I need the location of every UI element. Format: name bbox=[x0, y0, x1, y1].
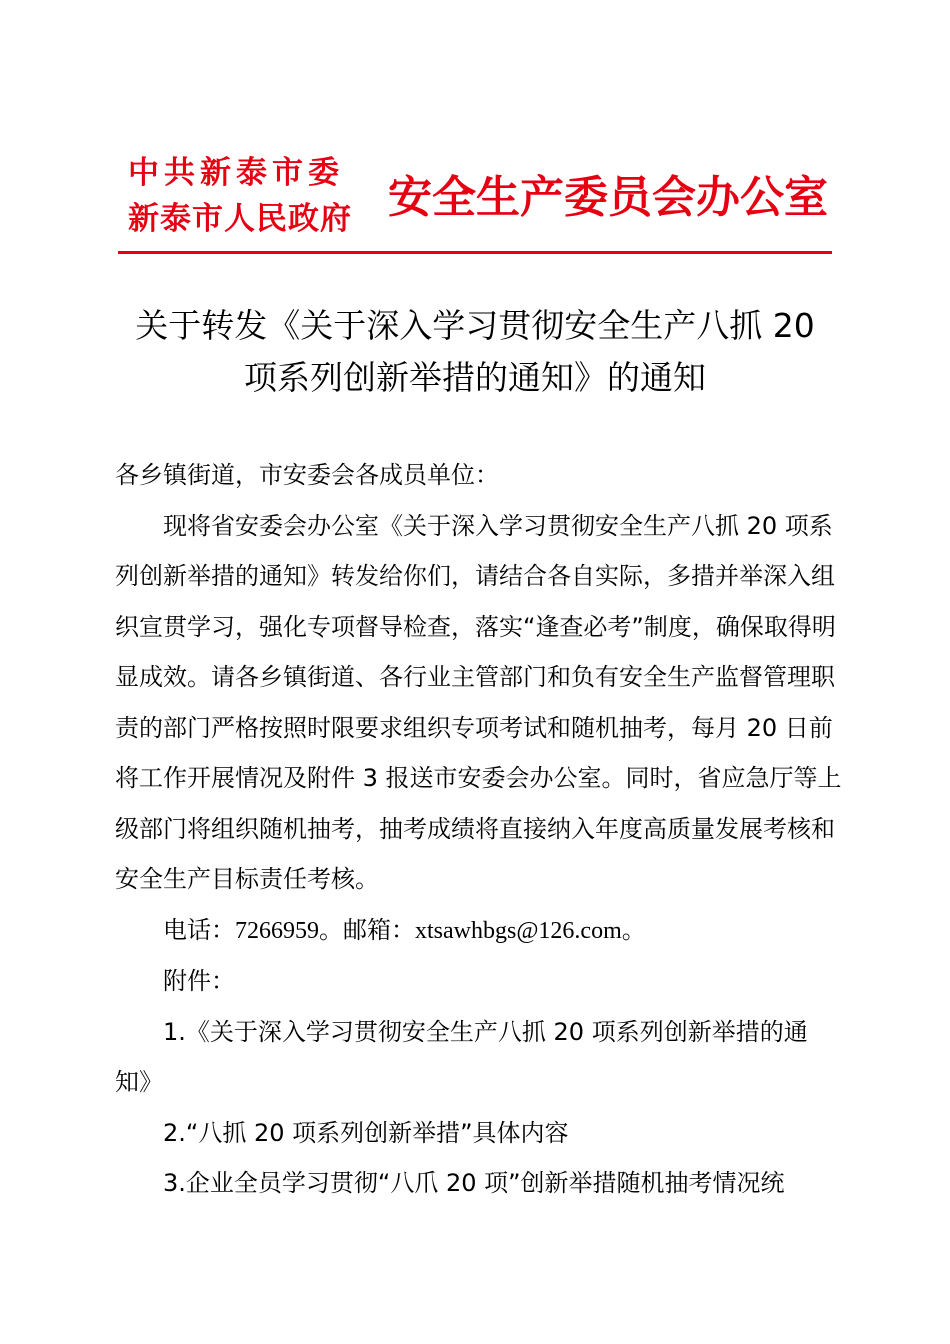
salutation: 各乡镇街道，市安委会各成员单位： bbox=[115, 461, 499, 489]
title-line-2: 项系列创新举措的通知》的通知 bbox=[244, 358, 706, 397]
document-title bbox=[110, 300, 840, 404]
issuing-office: 安全生产委员会办公室 bbox=[388, 172, 828, 223]
org-line-2: 新泰市人民政府 bbox=[128, 201, 352, 237]
email-label: 。邮箱： bbox=[319, 915, 415, 944]
attachment-item: 1.《关于深入学习贯彻安全生产八抓 20 项系列创新举措的通知》 bbox=[115, 1017, 808, 1096]
document-body bbox=[115, 450, 843, 1209]
email-address: xtsawhbgs@126.com bbox=[415, 917, 622, 944]
contact-line bbox=[115, 905, 843, 957]
header-red-rule bbox=[118, 251, 832, 254]
attachment-item: 3.企业全员学习贯彻“八爪 20 项”创新举措随机抽考情况统 bbox=[163, 1169, 785, 1197]
title-line-1: 关于转发《关于深入学习贯彻安全生产八抓 20 bbox=[135, 306, 815, 345]
phone-number: 7266959 bbox=[235, 917, 319, 944]
attachment-item: 2.“八抓 20 项系列创新举措”具体内容 bbox=[163, 1118, 569, 1147]
issuing-organizations bbox=[128, 150, 378, 242]
attachments-label: 附件： bbox=[163, 967, 235, 995]
contact-end: 。 bbox=[621, 915, 646, 944]
org-line-1: 中共新泰市委 bbox=[128, 155, 344, 191]
main-paragraph: 现将省安委会办公室《关于深入学习贯彻安全生产八抓 20 项系列创新举措的通知》转发给你们，请结合各自实际，多措并举深入组织宣贯学习，强化专项督导检查，落实“逢查必考”制度，确保取得明显成效。请各乡镇街道、各行业主管部门和负有安全生产监督管理职责的部门严格按照时限要求组织专项考试和随机抽考，每月 20 日前将工作开展情况及附件 3 报送市安委会办公室。同时，省应急厅等上级部门将组织随机抽考，抽考成绩将直接纳入年度高质量发展考核和安全生产目标责任考核。 bbox=[115, 511, 842, 893]
phone-label: 电话： bbox=[163, 915, 235, 944]
